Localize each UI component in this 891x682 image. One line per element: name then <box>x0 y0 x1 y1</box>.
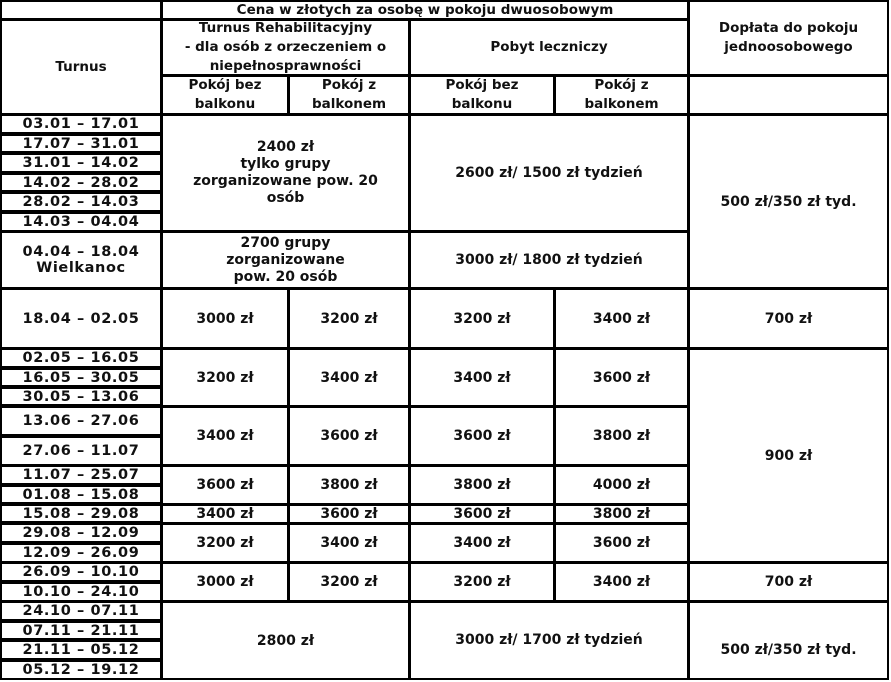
header-empty-top <box>0 0 162 20</box>
header-pobyt: Pobyt leczniczy <box>409 19 689 76</box>
price-cell-g7-2: 3600 zł <box>409 504 555 524</box>
price-cell-g3-1: 3200 zł <box>288 288 410 349</box>
turnus-cell: 01.08 – 15.08 <box>0 485 162 504</box>
header-price-group: Cena w złotych za osobę w pokoju dwuosobowym <box>161 0 689 20</box>
price-pobyt-g2: 3000 zł/ 1800 zł tydzień <box>409 231 689 289</box>
turnus-cell: 07.11 – 21.11 <box>0 621 162 640</box>
price-cell-g5-1: 3600 zł <box>288 406 410 466</box>
price-cell-g5-3: 3800 zł <box>554 406 689 466</box>
price-pobyt-g1: 2600 zł/ 1500 zł tydzień <box>409 114 689 232</box>
price-cell-g6-2: 3800 zł <box>409 465 555 505</box>
price-cell-g7-3: 3800 zł <box>554 504 689 524</box>
turnus-cell: 21.11 – 05.12 <box>0 640 162 660</box>
turnus-cell: 26.09 – 10.10 <box>0 562 162 582</box>
price-cell-g6-0: 3600 zł <box>161 465 289 505</box>
header-rehab-balcony: Pokój z balkonem <box>288 75 410 115</box>
price-cell-g9-0: 3000 zł <box>161 562 289 602</box>
turnus-cell: 12.09 – 26.09 <box>0 543 162 563</box>
price-cell-g4-2: 3400 zł <box>409 348 555 407</box>
header-pobyt-no-balcony: Pokój bez balkonu <box>409 75 555 115</box>
doplata-g9: 700 zł <box>688 562 889 602</box>
header-doplata-empty <box>688 75 889 115</box>
turnus-cell: 04.04 – 18.04 Wielkanoc <box>0 231 162 289</box>
price-cell-g9-3: 3400 zł <box>554 562 689 602</box>
turnus-cell: 14.03 – 04.04 <box>0 212 162 232</box>
doplata-g1: 500 zł/350 zł tyd. <box>688 114 889 289</box>
turnus-cell: 24.10 – 07.11 <box>0 601 162 621</box>
price-rehab-g1: 2400 zł tylko grupy zorganizowane pow. 20 osób <box>161 114 410 232</box>
price-cell-g6-3: 4000 zł <box>554 465 689 505</box>
price-cell-g9-2: 3200 zł <box>409 562 555 602</box>
price-cell-g5-2: 3600 zł <box>409 406 555 466</box>
turnus-cell: 03.01 – 17.01 <box>0 114 162 134</box>
turnus-cell: 16.05 – 30.05 <box>0 368 162 387</box>
price-cell-g5-0: 3400 zł <box>161 406 289 466</box>
header-rehab-no-balcony: Pokój bez balkonu <box>161 75 289 115</box>
turnus-cell: 28.02 – 14.03 <box>0 192 162 212</box>
turnus-cell: 15.08 – 29.08 <box>0 504 162 523</box>
price-rehab-g2: 2700 grupy zorganizowane pow. 20 osób <box>161 231 410 289</box>
turnus-cell: 10.10 – 24.10 <box>0 582 162 602</box>
price-cell-g8-1: 3400 zł <box>288 523 410 563</box>
price-cell-g3-0: 3000 zł <box>161 288 289 349</box>
header-pobyt-balcony: Pokój z balkonem <box>554 75 689 115</box>
doplata-mid: 900 zł <box>688 348 889 563</box>
price-cell-g6-1: 3800 zł <box>288 465 410 505</box>
price-cell-g8-2: 3400 zł <box>409 523 555 563</box>
turnus-cell: 29.08 – 12.09 <box>0 523 162 543</box>
price-cell-g8-0: 3200 zł <box>161 523 289 563</box>
header-doplata: Dopłata do pokoju jednoosobowego <box>688 0 889 76</box>
turnus-cell: 27.06 – 11.07 <box>0 436 162 466</box>
turnus-cell: 14.02 – 28.02 <box>0 173 162 192</box>
price-cell-g3-3: 3400 zł <box>554 288 689 349</box>
turnus-cell: 17.07 – 31.01 <box>0 134 162 153</box>
turnus-cell: 31.01 – 14.02 <box>0 153 162 173</box>
doplata-g3: 700 zł <box>688 288 889 349</box>
price-pobyt-g10: 3000 zł/ 1700 zł tydzień <box>409 601 689 680</box>
turnus-cell: 02.05 – 16.05 <box>0 348 162 368</box>
doplata-g10: 500 zł/350 zł tyd. <box>688 601 889 680</box>
turnus-cell: 18.04 – 02.05 <box>0 288 162 349</box>
turnus-cell: 30.05 – 13.06 <box>0 387 162 406</box>
header-turnus: Turnus <box>0 19 162 115</box>
price-cell-g9-1: 3200 zł <box>288 562 410 602</box>
price-cell-g4-1: 3400 zł <box>288 348 410 407</box>
price-cell-g8-3: 3600 zł <box>554 523 689 563</box>
price-cell-g7-0: 3400 zł <box>161 504 289 524</box>
price-rehab-g10: 2800 zł <box>161 601 410 680</box>
turnus-cell: 13.06 – 27.06 <box>0 406 162 436</box>
price-cell-g3-2: 3200 zł <box>409 288 555 349</box>
price-cell-g7-1: 3600 zł <box>288 504 410 524</box>
price-cell-g4-0: 3200 zł <box>161 348 289 407</box>
turnus-cell: 11.07 – 25.07 <box>0 465 162 485</box>
price-cell-g4-3: 3600 zł <box>554 348 689 407</box>
turnus-cell: 05.12 – 19.12 <box>0 660 162 680</box>
header-rehab: Turnus Rehabilitacyjny - dla osób z orzeczeniem o niepełnosprawności <box>161 19 410 76</box>
